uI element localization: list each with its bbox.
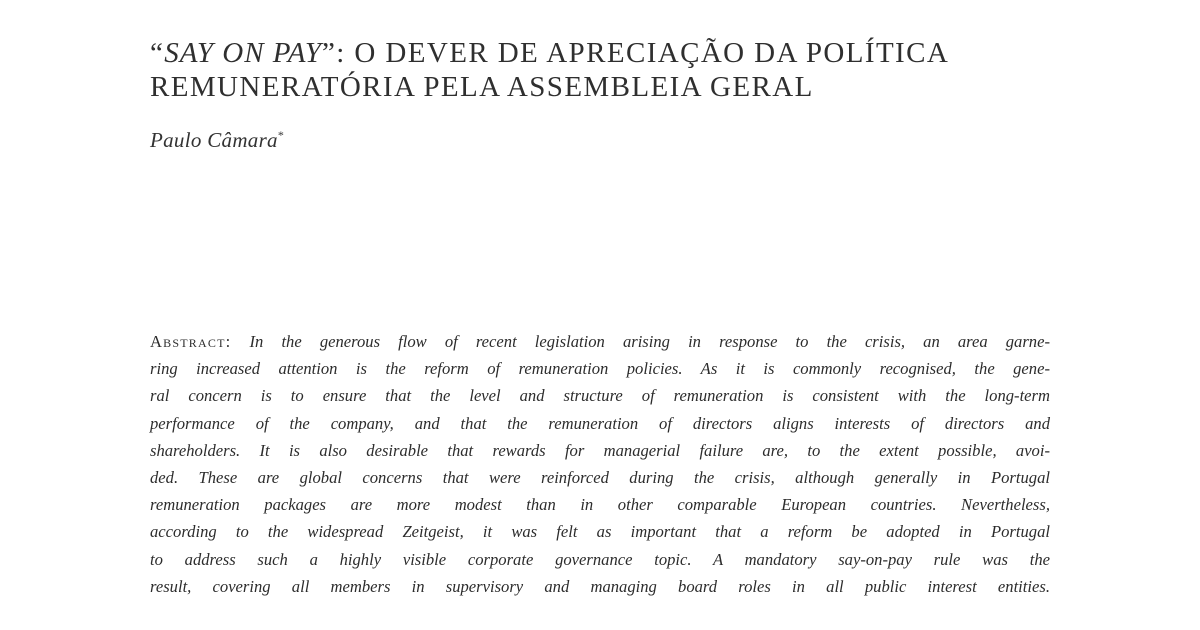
author-footnote-mark: * [277, 128, 285, 142]
abstract-label: Abstract: [150, 332, 232, 351]
abstract-line [150, 328, 1050, 355]
title-line-2: REMUNERATÓRIA PELA ASSEMBLEIA GERAL [150, 71, 814, 103]
abstract-line-text: In the generous flow of recent legislation arising in response to the crisis, an area garne- [249, 332, 1050, 351]
abstract-line: remuneration packages are more modest than in other comparable European countries. Nevertheless, [150, 495, 1050, 515]
abstract-line: result, covering all members in supervisory and managing board roles in all public interest entities. [150, 576, 1050, 596]
title-quote-open: “ [150, 37, 165, 69]
abstract-line: performance of the company, and that the remuneration of directors aligns interests of directors and [150, 413, 1050, 433]
abstract-line: according to the widespread Zeitgeist, it was felt as important that a reform be adopted in Portugal [150, 522, 1050, 542]
author-name [150, 128, 284, 153]
abstract-line: shareholders. It is also desirable that rewards for managerial failure are, to the extent possible, avoi- [150, 440, 1050, 460]
paper-title [150, 36, 1050, 104]
title-line-1 [150, 36, 1050, 70]
abstract [150, 328, 1050, 600]
title-italic-part: SAY ON PAY [164, 37, 323, 69]
author-name-text: Paulo Câmara [150, 128, 278, 152]
abstract-line: ral concern is to ensure that the level and structure of remuneration is consistent with the long-term [150, 386, 1050, 406]
abstract-line: to address such a highly visible corporate governance topic. A mandatory say-on-pay rule was the [150, 549, 1050, 569]
title-rest-line1: ”: O DEVER DE APRECIAÇÃO DA POLÍTICA [322, 37, 950, 69]
abstract-line: ded. These are global concerns that were reinforced during the crisis, although generally in Portugal [150, 468, 1050, 488]
abstract-line: ring increased attention is the reform of remuneration policies. As it is commonly recognised, the gene- [150, 359, 1050, 379]
